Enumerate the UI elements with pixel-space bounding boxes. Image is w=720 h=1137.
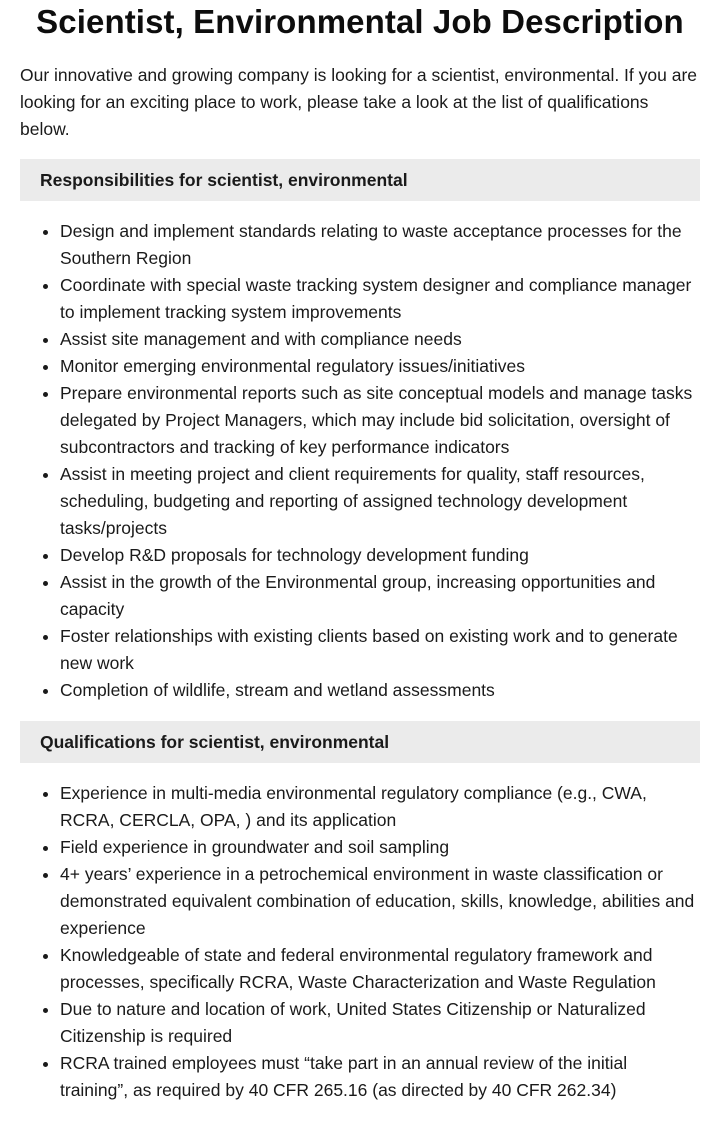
list-item: • 4+ years’ experience in a petrochemical environment in waste classification or demonstrated equivalent combination of education, skills, knowledge, abilities and experience [60,861,700,942]
list-item: • RCRA trained employees must “take part in an annual review of the initial training”, as required by 40 CFR 265.16 (as directed by 40 CFR 262.34) [60,1050,700,1104]
list-item: • Coordinate with special waste tracking system designer and compliance manager to implement tracking system improvements [60,272,700,326]
list-item: • Completion of wildlife, stream and wetland assessments [60,677,700,704]
list-item: • Assist site management and with compliance needs [60,326,700,353]
list-item: • Foster relationships with existing clients based on existing work and to generate new work [60,623,700,677]
responsibilities-heading: Responsibilities for scientist, environmental [20,159,700,201]
responsibilities-list [20,218,700,704]
list-item: • Assist in meeting project and client requirements for quality, staff resources, scheduling, budgeting and reporting of assigned technology development tasks/projects [60,461,700,542]
list-item: • Field experience in groundwater and soil sampling [60,834,700,861]
qualifications-list [20,780,700,1104]
list-item: • Prepare environmental reports such as site conceptual models and manage tasks delegated by Project Managers, which may include bid solicitation, oversight of subcontractors and tracking of key performance indicators [60,380,700,461]
list-item: • Knowledgeable of state and federal environmental regulatory framework and processes, specifically RCRA, Waste Characterization and Waste Regulation [60,942,700,996]
list-item: • Develop R&D proposals for technology development funding [60,542,700,569]
list-item: • Experience in multi-media environmental regulatory compliance (e.g., CWA, RCRA, CERCLA, OPA, ) and its application [60,780,700,834]
list-item: • Monitor emerging environmental regulatory issues/initiatives [60,353,700,380]
intro-paragraph: Our innovative and growing company is looking for a scientist, environmental. If you are looking for an exciting place to work, please take a look at the list of qualifications below. [20,65,698,139]
page-title: Scientist, Environmental Job Description [36,3,684,40]
list-item: • Due to nature and location of work, United States Citizenship or Naturalized Citizenship is required [60,996,700,1050]
list-item: • Design and implement standards relating to waste acceptance processes for the Southern Region [60,218,700,272]
qualifications-heading: Qualifications for scientist, environmental [20,721,700,763]
list-item: • Assist in the growth of the Environmental group, increasing opportunities and capacity [60,569,700,623]
